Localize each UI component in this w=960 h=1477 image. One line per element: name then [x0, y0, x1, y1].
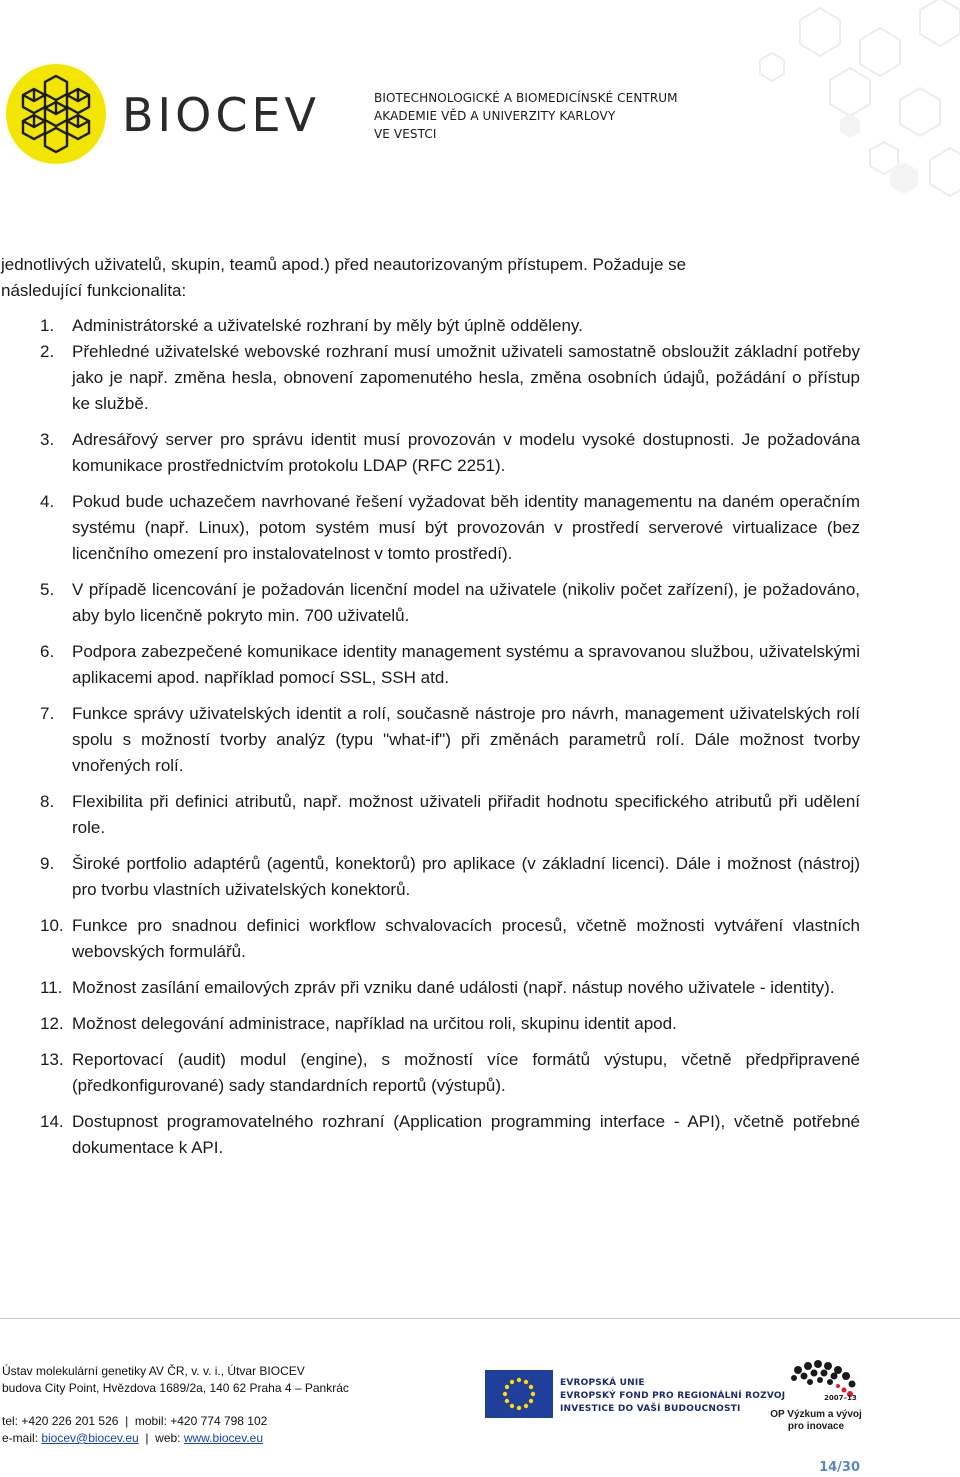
list-item — [0, 313, 860, 339]
eu-fund-label — [560, 1377, 785, 1416]
eu-flag-icon — [485, 1370, 553, 1418]
list-item-number: 1. — [40, 316, 55, 335]
web-link[interactable]: www.biocev.eu — [183, 1431, 263, 1445]
list-item — [0, 701, 860, 779]
list-item-text: Široké portfolio adaptérů (agentů, konektorů) pro aplikace (v základní licenci). Dále i možnost (nástroj) pro tvorbu vlastních uživatelských konektorů. — [72, 854, 860, 899]
list-item-text: Možnost zasílání emailových zpráv při vzniku dané události (např. nástup nového uživatele - identity). — [72, 978, 835, 997]
op-years: 2007–13 — [824, 1394, 857, 1402]
institution-line: BIOTECHNOLOGICKÉ A BIOMEDICÍNSKÉ CENTRUM — [374, 91, 678, 105]
web-separator: | web: — [138, 1431, 184, 1445]
list-item — [0, 577, 860, 629]
brand-name: BIOCEV — [122, 88, 320, 142]
list-item-number: 6. — [40, 642, 55, 661]
biocev-logo-icon — [4, 62, 108, 166]
footer-address-line: budova City Point, Hvězdova 1689/2a, 140 62 Praha 4 – Pankrác — [2, 1381, 349, 1395]
intro-paragraph-line: jednotlivých uživatelů, skupin, teamů apod.) před neautorizovaným přístupem. Požaduje se — [1, 255, 687, 274]
list-item-text: Dostupnost programovatelného rozhraní (Application programming interface - API), včetně potřebné dokumentace k API. — [72, 1112, 860, 1157]
list-item-text: V případě licencování je požadován licenční model na uživatele (nikoliv počet zařízení), je požadováno, aby bylo licenčně pokryto min. 700 uživatelů. — [72, 580, 860, 625]
institution-line: AKADEMIE VĚD A UNIVERZITY KARLOVY — [374, 109, 616, 123]
list-item-text: Funkce správy uživatelských identit a rolí, současně nástroje pro návrh, management uživatelských rolí spolu s možností tvorby analýz (typu "what-if") při změnách parametrů rolí. Dále možnost tvorby vnořených rolí. — [72, 704, 860, 775]
op-label-line: OP Výzkum a vývoj — [770, 1409, 862, 1420]
footer-org-line: Ústav molekulární genetiky AV ČR, v. v. i., Útvar BIOCEV — [2, 1364, 305, 1378]
list-item-text: Pokud bude uchazečem navrhované řešení vyžadovat běh identity managementu na daném operačním systému (např. Linux), potom systém musí být provozován v prostředí serverové virtualizace (bez licenčního omezení pro instalovatelnost v tomto prostředí). — [72, 492, 860, 563]
list-item — [0, 339, 860, 417]
institution-name — [374, 89, 678, 143]
list-item-text: Funkce pro snadnou definici workflow schvalovacích procesů, včetně možnosti vytváření vlastních webovských formulářů. — [72, 916, 860, 961]
list-item-number: 5. — [40, 580, 55, 599]
intro-paragraph-line: následující funkcionalita: — [1, 281, 187, 300]
list-item-text: Možnost delegování administrace, například na určitou roli, skupinu identit apod. — [72, 1014, 677, 1033]
list-item — [0, 1047, 860, 1099]
list-item — [0, 789, 860, 841]
footer-divider — [0, 1318, 960, 1319]
list-item-number: 12. — [40, 1014, 64, 1033]
footer-contact — [2, 1363, 349, 1447]
list-item-number: 10. — [40, 916, 64, 935]
footer-email-web-line — [2, 1430, 349, 1447]
list-item-number: 11. — [40, 978, 63, 997]
institution-line: VE VESTCI — [374, 127, 437, 141]
list-item-number: 7. — [40, 704, 55, 723]
list-item-text: Adresářový server pro správu identit musí provozován v modelu vysoké dostupnosti. Je požadována komunikace prostřednictvím protokolu LDAP (RFC 2251). — [72, 430, 860, 475]
list-item — [0, 913, 860, 965]
list-item-number: 9. — [40, 854, 55, 873]
page-number: 14/30 — [819, 1460, 860, 1475]
requirements-list — [0, 313, 860, 1161]
list-item-text: Přehledné uživatelské webovské rozhraní musí umožnit uživateli samostatně obsloužit základní potřeby jako je např. změna hesla, obnovení zapomenutého hesla, změna osobních údajů, požádání o přístup ke službě. — [72, 342, 860, 413]
list-item-number: 14. — [40, 1112, 64, 1131]
list-item — [0, 489, 860, 567]
eu-fund-line: EVROPSKÁ UNIE — [560, 1378, 645, 1388]
list-item-number: 2. — [40, 342, 55, 361]
eu-fund-line: EVROPSKÝ FOND PRO REGIONÁLNÍ ROZVOJ — [560, 1391, 786, 1401]
list-item-number: 3. — [40, 430, 55, 449]
email-label: e-mail: — [2, 1431, 42, 1445]
list-item-number: 4. — [40, 492, 55, 511]
document-body — [0, 252, 860, 1171]
op-label-line: pro inovace — [787, 1421, 845, 1432]
list-item-text: Flexibilita při definici atributů, např. možnost uživateli přiřadit hodnotu specifického atributů při udělení role. — [72, 792, 860, 837]
list-item-number: 13. — [40, 1050, 64, 1069]
list-item-text: Reportovací (audit) modul (engine), s možností více formátů výstupu, včetně předpřipravené (předkonfigurované) sady standardních reportů (výstupů). — [72, 1050, 860, 1095]
list-item — [0, 1109, 860, 1161]
list-item — [0, 975, 860, 1001]
list-item-number: 8. — [40, 792, 55, 811]
eu-fund-line: INVESTICE DO VAŠÍ BUDOUCNOSTI — [560, 1404, 741, 1414]
footer-phone-line: tel: +420 226 201 526 | mobil: +420 774 798 102 — [2, 1414, 268, 1428]
list-item-text: Administrátorské a uživatelské rozhraní by měly být úplně odděleny. — [72, 316, 583, 335]
op-vyzkum-logo-icon — [768, 1358, 864, 1436]
list-item — [0, 851, 860, 903]
list-item — [0, 1011, 860, 1037]
list-item-text: Podpora zabezpečené komunikace identity management systému a spravovanou službou, uživatelskými aplikacemi apod. například pomocí SSL, SSH atd. — [72, 642, 860, 687]
list-item — [0, 427, 860, 479]
list-item — [0, 639, 860, 691]
email-link[interactable]: biocev@biocev.eu — [41, 1431, 139, 1445]
